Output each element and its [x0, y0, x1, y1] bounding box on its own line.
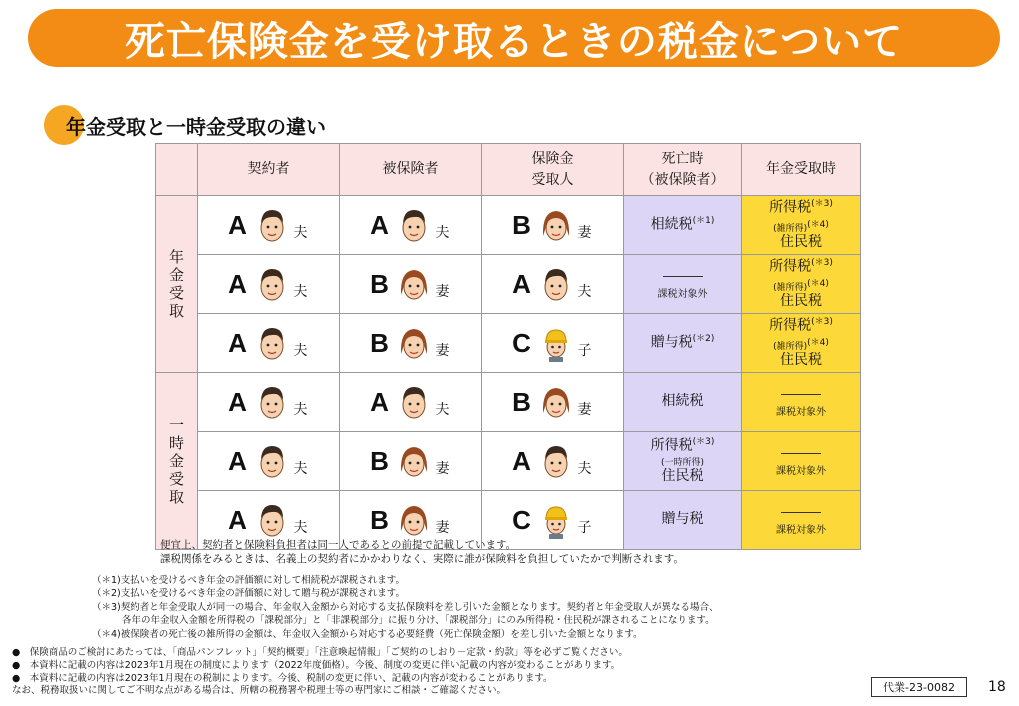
person-face-icon [256, 265, 288, 303]
section-heading-text: 年金受取と一時金受取の違い [66, 114, 326, 139]
annuity-tax-cell: 課税対象外 [742, 491, 861, 550]
disclaimer-line: ● 本資料に記載の内容は2023年1月現在の税制によります。今後、税制の変更に伴い、記載の内容が変わることがあります。 [12, 672, 553, 684]
person-letter: A [512, 445, 531, 476]
section-heading [44, 105, 326, 145]
person-face-icon [540, 206, 572, 244]
person-face-icon [256, 206, 288, 244]
person-letter: A [512, 268, 531, 299]
beneficiary-cell [482, 196, 624, 255]
person-letter: B [370, 445, 389, 476]
disclaimer-bullets [12, 647, 628, 698]
note-line: 課税関係をみるときは、名義上の契約者にかかわりなく、実際に誰が保険料を負担していたかで判断されます。 [160, 553, 684, 566]
person-role: 子 [577, 343, 592, 359]
death-tax-cell: 所得税$^{(*3)}$ (一時所得) 住民税 [624, 432, 742, 491]
person-role: 妻 [577, 402, 592, 418]
person-letter: A [228, 504, 247, 535]
person [198, 501, 339, 539]
person-role: 夫 [435, 225, 450, 241]
page-title-banner [28, 9, 1000, 67]
table-header-row [156, 144, 861, 196]
header-beneficiary: 保険金 受取人 [482, 144, 624, 196]
table-row [156, 373, 861, 432]
person [198, 206, 339, 244]
person [482, 442, 623, 480]
person-letter: B [370, 327, 389, 358]
person-role: 妻 [435, 520, 450, 536]
person [198, 442, 339, 480]
table-row [156, 314, 861, 373]
group-label: 一時金受取 [168, 416, 184, 506]
table-row [156, 196, 861, 255]
footnotes [92, 574, 719, 641]
person [340, 324, 481, 362]
disclaimer-line: ● 本資料に記載の内容は2023年1月現在の制度によります（2022年度価格）。今後、制度の変更に伴い記載の内容が変わることがあります。 [12, 659, 621, 671]
person-face-icon [540, 501, 572, 539]
person-face-icon [256, 442, 288, 480]
person-role: 子 [577, 520, 592, 536]
person-role: 妻 [435, 461, 450, 477]
disclaimer-line: ● 保険商品のご検討にあたっては、「商品パンフレット」「契約概要」「注意喚起情報」「ご契約のしおり－定款・約款」等を必ずご覧ください。 [12, 647, 628, 658]
note-line: 便宜上、契約者と保険料負担者は同一人であるとの前提で記載しています。 [160, 539, 517, 551]
person-face-icon [540, 324, 572, 362]
footnote: （＊4)被保険者の死亡後の雑所得の金額は、年金収入金額から対応する必要経費（死亡保険金額）を差し引いた金額となります。 [92, 628, 643, 640]
annuity-tax-cell: 所得税$^{(*3)}$ (雑所得)(＊4) 住民税 [742, 314, 861, 373]
footnote: （＊3)契約者と年金受取人が同一の場合、年金収入金額から対応する支払保険料を差し引いた金額となります。契約者と年金受取人が異なる場合、 [92, 601, 719, 613]
header-contractor: 契約者 [198, 144, 340, 196]
person-letter: C [512, 327, 531, 358]
death-tax-cell: 相続税 [624, 373, 742, 432]
group-label: 年金受取 [168, 248, 184, 320]
person-role: 夫 [293, 461, 308, 477]
person-role: 妻 [577, 225, 592, 241]
person [198, 383, 339, 421]
person-face-icon [256, 501, 288, 539]
person [482, 206, 623, 244]
header-annuity: 年金受取時 [742, 144, 861, 196]
table-row [156, 255, 861, 314]
person-letter: B [512, 209, 531, 240]
person-letter: A [228, 445, 247, 476]
person-face-icon [398, 501, 430, 539]
table-row [156, 432, 861, 491]
beneficiary-cell [482, 432, 624, 491]
footnote: （＊1)支払いを受けるべき年金の評価額に対して相続税が課税されます。 [92, 575, 405, 586]
footnote: （＊2)支払いを受けるべき年金の評価額に対して贈与税が課税されます。 [92, 588, 405, 600]
annuity-tax-cell: 課税対象外 [742, 373, 861, 432]
person [482, 501, 623, 539]
person-face-icon [256, 383, 288, 421]
contractor-cell [198, 432, 340, 491]
death-tax-cell: 課税対象外 [624, 255, 742, 314]
person-face-icon [540, 383, 572, 421]
person-letter: A [228, 209, 247, 240]
person-face-icon [398, 265, 430, 303]
contractor-cell [198, 196, 340, 255]
person [340, 442, 481, 480]
person-letter: A [228, 327, 247, 358]
person-letter: A [228, 386, 247, 417]
page-number: 18 [988, 679, 1006, 695]
person-role: 夫 [293, 284, 308, 300]
document-code: 代業-23-0082 [871, 677, 967, 697]
person-letter: A [228, 268, 247, 299]
person-role: 夫 [293, 402, 308, 418]
person-letter: A [370, 209, 389, 240]
beneficiary-cell [482, 373, 624, 432]
person-face-icon [256, 324, 288, 362]
person-letter: C [512, 504, 531, 535]
person [482, 265, 623, 303]
person-face-icon [540, 265, 572, 303]
annuity-tax-cell: 所得税$^{(*3)}$ (雑所得)(＊4) 住民税 [742, 196, 861, 255]
insured-cell [340, 432, 482, 491]
page-title: 死亡保険金を受け取るときの税金について [124, 18, 904, 65]
footnote: 各年の年金収入金額を所得税の「課税部分」と「非課税部分」に振り分け、「課税部分」にのみ所得税・住民税が課されることになります。 [122, 615, 715, 627]
person-role: 夫 [293, 225, 308, 241]
group-label-cell [156, 196, 198, 373]
person-role: 夫 [435, 402, 450, 418]
insured-cell [340, 196, 482, 255]
disclaimer-line: なお、税務取扱いに関してご不明な点がある場合は、所轄の税務署や税理士等の専門家にご相談・ご確認ください。 [12, 685, 507, 697]
person-face-icon [398, 324, 430, 362]
person-letter: A [370, 386, 389, 417]
person-role: 夫 [293, 343, 308, 359]
tax-table [155, 143, 861, 550]
person [198, 265, 339, 303]
header-blank [156, 144, 198, 196]
person [340, 501, 481, 539]
beneficiary-cell [482, 314, 624, 373]
person [340, 383, 481, 421]
death-tax-cell: 贈与税$^{(*2)}$ [624, 314, 742, 373]
header-death: 死亡時 （被保険者） [624, 144, 742, 196]
person-letter: B [512, 386, 531, 417]
person [482, 383, 623, 421]
person [198, 324, 339, 362]
contractor-cell [198, 373, 340, 432]
group-label-cell [156, 373, 198, 550]
person [340, 265, 481, 303]
person-role: 夫 [577, 284, 592, 300]
beneficiary-cell [482, 255, 624, 314]
annuity-tax-cell: 所得税$^{(*3)}$ (雑所得)(＊4) 住民税 [742, 255, 861, 314]
person-face-icon [398, 442, 430, 480]
person-role: 夫 [293, 520, 308, 536]
death-tax-cell: 贈与税 [624, 491, 742, 550]
insured-cell [340, 373, 482, 432]
person-face-icon [398, 206, 430, 244]
person-role: 妻 [435, 343, 450, 359]
assumption-notes [160, 538, 684, 566]
person-face-icon [398, 383, 430, 421]
person-role: 妻 [435, 284, 450, 300]
death-tax-cell: 相続税$^{(*1)}$ [624, 196, 742, 255]
person [482, 324, 623, 362]
contractor-cell [198, 255, 340, 314]
contractor-cell [198, 314, 340, 373]
annuity-tax-cell: 課税対象外 [742, 432, 861, 491]
person-letter: B [370, 504, 389, 535]
person-role: 夫 [577, 461, 592, 477]
header-insured: 被保険者 [340, 144, 482, 196]
insured-cell [340, 255, 482, 314]
person-face-icon [540, 442, 572, 480]
insured-cell [340, 314, 482, 373]
person-letter: B [370, 268, 389, 299]
person [340, 206, 481, 244]
